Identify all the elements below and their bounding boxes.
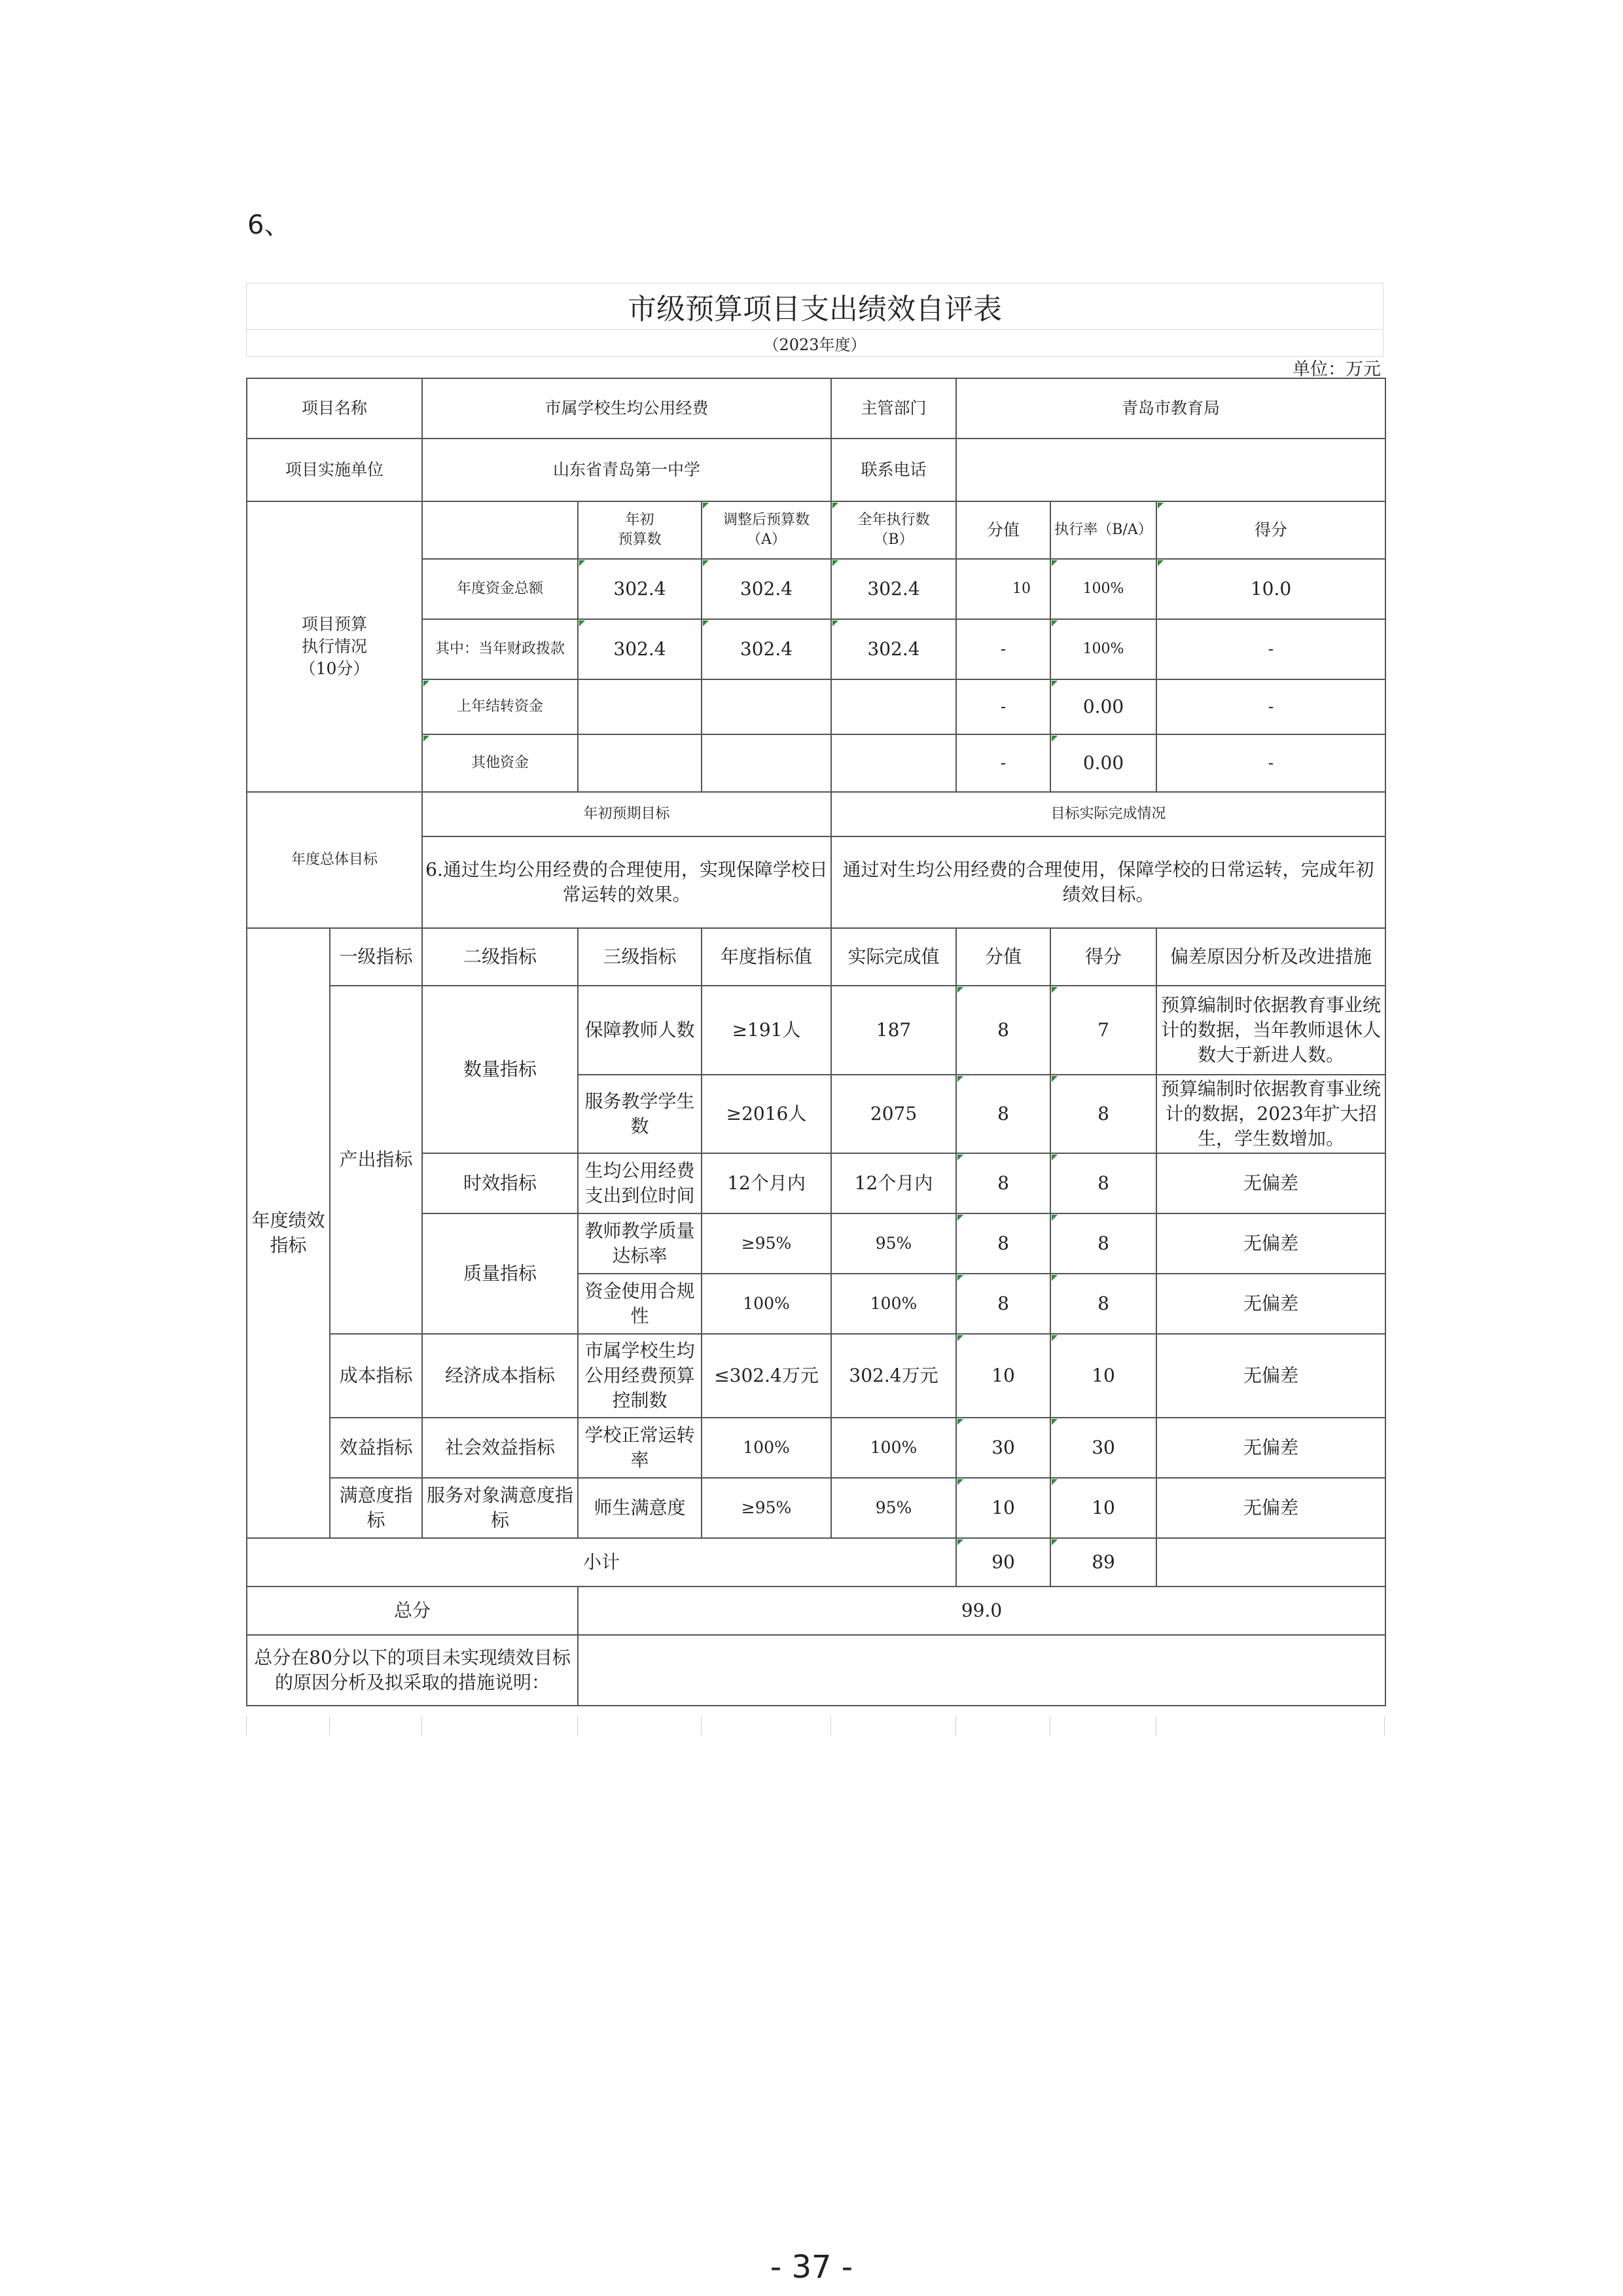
header-score: 得分	[1156, 501, 1385, 559]
indicator-target: ≥191人	[702, 986, 831, 1075]
indicator-row	[247, 986, 1385, 1075]
form-title: 市级预算项目支出绩效自评表	[246, 283, 1383, 329]
header-actual: 实际完成值	[831, 928, 956, 986]
indicator-note: 无偏差	[1156, 1213, 1385, 1274]
indicator-actual: 95%	[831, 1213, 956, 1274]
dept-value: 青岛市教育局	[956, 378, 1385, 439]
budget-rate: 100%	[1050, 559, 1156, 619]
header-level1: 一级指标	[330, 928, 422, 986]
goals-planned: 6.通过生均公用经费的合理使用，实现保障学校日常运转的效果。	[422, 836, 831, 928]
level1-cost: 成本指标	[330, 1334, 422, 1418]
budget-adjusted: 302.4	[702, 559, 831, 619]
trailing-gridlines	[246, 1716, 1385, 1736]
explanation-value	[578, 1635, 1385, 1706]
budget-initial: 302.4	[578, 559, 702, 619]
total-value: 99.0	[578, 1587, 1385, 1635]
gridline	[955, 1716, 956, 1736]
indicator-row	[247, 1418, 1385, 1478]
goals-header-row	[247, 792, 1385, 836]
indicator-score-value: 10	[956, 1478, 1050, 1538]
budget-score-value: -	[956, 679, 1050, 734]
indicator-actual: 302.4万元	[831, 1334, 956, 1418]
budget-row-label: 其他资金	[422, 734, 578, 792]
budget-score: 10.0	[1156, 559, 1385, 619]
impl-unit-label: 项目实施单位	[247, 439, 422, 501]
subtotal-label: 小计	[247, 1538, 956, 1587]
indicator-name: 生均公用经费支出到位时间	[578, 1153, 702, 1213]
form-year: （2023年度）	[246, 329, 1383, 357]
level2-quality: 质量指标	[422, 1213, 578, 1334]
gridline	[577, 1716, 578, 1736]
total-row	[247, 1587, 1385, 1635]
budget-executed	[831, 679, 956, 734]
indicator-score: 10	[1050, 1478, 1156, 1538]
header-score: 得分	[1050, 928, 1156, 986]
indicator-score: 30	[1050, 1418, 1156, 1478]
indicator-row	[247, 1478, 1385, 1538]
indicator-score: 8	[1050, 1213, 1156, 1274]
level1-satisfaction: 满意度指 标	[330, 1478, 422, 1538]
budget-section-label: 项目预算 执行情况 （10分）	[247, 501, 422, 792]
header-score-value: 分值	[956, 928, 1050, 986]
gridline	[830, 1716, 831, 1736]
level2-economic-cost: 经济成本指标	[422, 1334, 578, 1418]
gridline	[246, 1716, 247, 1736]
subtotal-blank	[1156, 1538, 1385, 1587]
indicator-actual: 95%	[831, 1478, 956, 1538]
gridline	[1384, 1716, 1385, 1736]
header-executed: 全年执行数 （B）	[831, 501, 956, 559]
header-level2: 二级指标	[422, 928, 578, 986]
indicator-name: 市属学校生均公用经费预算控制数	[578, 1334, 702, 1418]
indicator-score-value: 8	[956, 1075, 1050, 1153]
indicator-score: 8	[1050, 1274, 1156, 1334]
budget-adjusted	[702, 734, 831, 792]
project-name-label: 项目名称	[247, 378, 422, 439]
indicator-target: ≥95%	[702, 1213, 831, 1274]
budget-rate: 100%	[1050, 619, 1156, 679]
goals-actual-header: 目标实际完成情况	[831, 792, 1385, 836]
budget-score-value: -	[956, 619, 1050, 679]
header-adjusted: 调整后预算数 （A）	[702, 501, 831, 559]
explanation-row	[247, 1635, 1385, 1706]
indicator-name: 学校正常运转率	[578, 1418, 702, 1478]
indicator-actual: 100%	[831, 1418, 956, 1478]
budget-row-label: 年度资金总额	[422, 559, 578, 619]
indicator-note: 无偏差	[1156, 1274, 1385, 1334]
impl-unit: 山东省青岛第一中学	[422, 439, 831, 501]
budget-score: -	[1156, 679, 1385, 734]
basic-row-2	[247, 439, 1385, 501]
phone-label: 联系电话	[831, 439, 956, 501]
level2-service-satisfaction: 服务对象满意度指 标	[422, 1478, 578, 1538]
header-target: 年度指标值	[702, 928, 831, 986]
budget-row-label: 其中：当年财政拨款	[422, 619, 578, 679]
budget-adjusted: 302.4	[702, 619, 831, 679]
budget-initial	[578, 734, 702, 792]
indicator-note: 无偏差	[1156, 1478, 1385, 1538]
budget-rate: 0.00	[1050, 734, 1156, 792]
budget-score: -	[1156, 734, 1385, 792]
budget-initial: 302.4	[578, 619, 702, 679]
dept-label: 主管部门	[831, 378, 956, 439]
page-label: 6、	[247, 210, 291, 240]
page-number: - 37 -	[770, 2249, 853, 2286]
level1-output: 产出指标	[330, 986, 422, 1334]
budget-header-blank	[422, 501, 578, 559]
indicator-target: ≥2016人	[702, 1075, 831, 1153]
indicator-note: 预算编制时依据教育事业统计的数据，当年教师退休人数大于新进人数。	[1156, 986, 1385, 1075]
indicator-target: 100%	[702, 1418, 831, 1478]
budget-adjusted	[702, 679, 831, 734]
budget-score: -	[1156, 619, 1385, 679]
budget-executed	[831, 734, 956, 792]
indicator-score-value: 8	[956, 1153, 1050, 1213]
budget-executed: 302.4	[831, 559, 956, 619]
indicator-score-value: 8	[956, 1274, 1050, 1334]
indicator-name: 服务教学学生数	[578, 1075, 702, 1153]
gridline	[421, 1716, 422, 1736]
indicator-name: 保障教师人数	[578, 986, 702, 1075]
evaluation-table	[246, 378, 1386, 1706]
indicator-actual: 12个月内	[831, 1153, 956, 1213]
indicator-note: 无偏差	[1156, 1334, 1385, 1418]
level1-benefit: 效益指标	[330, 1418, 422, 1478]
indicator-target: ≥95%	[702, 1478, 831, 1538]
indicator-note: 无偏差	[1156, 1153, 1385, 1213]
header-level3: 三级指标	[578, 928, 702, 986]
indicator-score: 8	[1050, 1075, 1156, 1153]
subtotal-row	[247, 1538, 1385, 1587]
budget-row-label: 上年结转资金	[422, 679, 578, 734]
indicator-score: 10	[1050, 1334, 1156, 1418]
indicator-target: ≤302.4万元	[702, 1334, 831, 1418]
budget-header-row	[247, 501, 1385, 559]
budget-score-value: 10	[956, 559, 1050, 619]
subtotal-score: 89	[1050, 1538, 1156, 1587]
total-label: 总分	[247, 1587, 578, 1635]
indicator-score-value: 10	[956, 1334, 1050, 1418]
indicator-name: 资金使用合规性	[578, 1274, 702, 1334]
header-note: 偏差原因分析及改进措施	[1156, 928, 1385, 986]
goals-actual: 通过对生均公用经费的合理使用，保障学校的日常运转，完成年初绩效目标。	[831, 836, 1385, 928]
indicator-actual: 187	[831, 986, 956, 1075]
subtotal-score-value: 90	[956, 1538, 1050, 1587]
indicator-name: 教师教学质量达标率	[578, 1213, 702, 1274]
unit-label: 单位：万元	[1293, 359, 1381, 380]
indicator-target: 12个月内	[702, 1153, 831, 1213]
header-exec-rate: 执行率（B/A）	[1050, 501, 1156, 559]
level2-quantity: 数量指标	[422, 986, 578, 1153]
indicator-name: 师生满意度	[578, 1478, 702, 1538]
indicator-row	[247, 1334, 1385, 1418]
header-initial: 年初 预算数	[578, 501, 702, 559]
evaluation-form	[246, 283, 1383, 1706]
budget-score-value: -	[956, 734, 1050, 792]
goals-planned-header: 年初预期目标	[422, 792, 831, 836]
indicator-score: 7	[1050, 986, 1156, 1075]
indicator-actual: 2075	[831, 1075, 956, 1153]
basic-row-1	[247, 378, 1385, 439]
indicator-note: 无偏差	[1156, 1418, 1385, 1478]
indicator-score-value: 30	[956, 1418, 1050, 1478]
indicator-header-row	[247, 928, 1385, 986]
gridline	[329, 1716, 330, 1736]
indicator-section-label: 年度绩效 指标	[247, 928, 330, 1538]
indicator-score-value: 8	[956, 986, 1050, 1075]
budget-rate: 0.00	[1050, 679, 1156, 734]
indicator-target: 100%	[702, 1274, 831, 1334]
budget-executed: 302.4	[831, 619, 956, 679]
indicator-score-value: 8	[956, 1213, 1050, 1274]
gridline	[701, 1716, 702, 1736]
header-score-value: 分值	[956, 501, 1050, 559]
project-name: 市属学校生均公用经费	[422, 378, 831, 439]
goals-section-label: 年度总体目标	[247, 792, 422, 928]
indicator-note: 预算编制时依据教育事业统计的数据，2023年扩大招生，学生数增加。	[1156, 1075, 1385, 1153]
indicator-actual: 100%	[831, 1274, 956, 1334]
phone-value	[956, 439, 1385, 501]
budget-initial	[578, 679, 702, 734]
level2-social-benefit: 社会效益指标	[422, 1418, 578, 1478]
indicator-score: 8	[1050, 1153, 1156, 1213]
level2-timeliness: 时效指标	[422, 1153, 578, 1213]
explanation-label: 总分在80分以下的项目未实现绩效目标的原因分析及拟采取的措施说明：	[247, 1635, 578, 1706]
